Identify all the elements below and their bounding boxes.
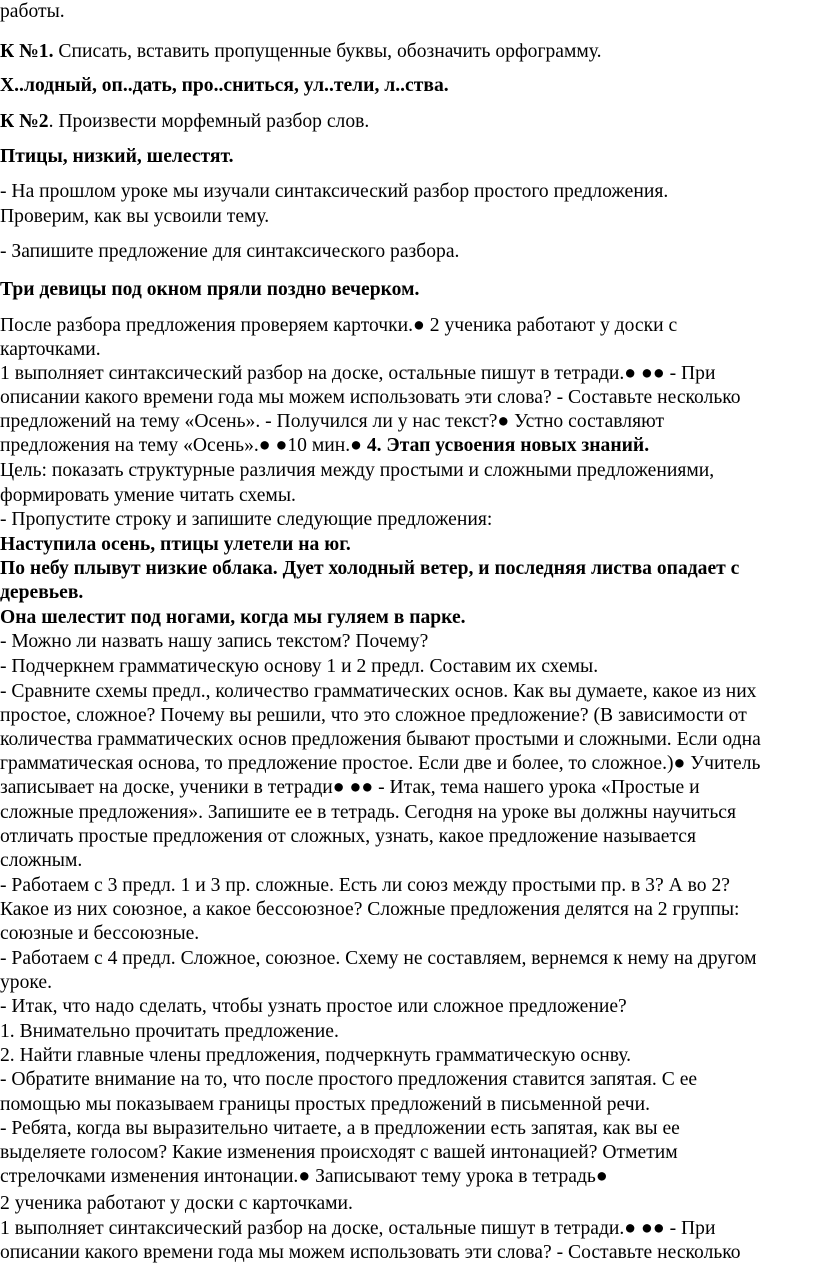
text-line <box>0 0 65 24</box>
text-line <box>0 655 598 679</box>
text-line <box>0 338 101 362</box>
bold-text: Она шелестит под ногами, когда мы гуляем в парке. <box>0 607 466 628</box>
text-line <box>0 1192 353 1216</box>
text-line <box>0 1117 680 1141</box>
text-line <box>0 314 677 338</box>
text-line <box>0 205 269 229</box>
text: - Можно ли назвать нашу запись текстом? Почему? <box>0 631 429 652</box>
text-line <box>0 484 296 508</box>
text: - Сравните схемы предл., количество грамматических основ. Как вы думаете, какое из них <box>0 681 757 702</box>
text: выделяете голосом? Какие изменения происходят с вашей интонацией? Отметим <box>0 1142 678 1163</box>
bold-text: деревьев. <box>0 582 84 603</box>
text-line <box>0 752 760 776</box>
text-line <box>0 704 747 728</box>
text-line <box>0 1241 741 1265</box>
text-line <box>0 1068 697 1092</box>
text: грамматическая основа, то предложение простое. Если две и более, то сложное.)● Учитель <box>0 753 761 774</box>
text-line <box>0 1044 631 1068</box>
text-line <box>0 459 714 483</box>
text: 1. Внимательно прочитать предложение. <box>0 1021 339 1042</box>
text-line <box>0 434 649 458</box>
bold-text: Три девицы под окном пряли поздно вечерком. <box>0 279 420 300</box>
text-line <box>0 508 492 532</box>
text-line <box>0 606 466 630</box>
bold-text: По небу плывут низкие облака. Дует холодный ветер, и последняя листва опадает с <box>0 558 740 579</box>
text: - На прошлом уроке мы изучали синтаксический разбор простого предложения. <box>0 181 669 202</box>
text: - Работаем с 3 предл. 1 и 3 пр. сложные. Есть ли союз между простыми пр. в 3? А во 2? <box>0 875 730 896</box>
text-line <box>0 825 696 849</box>
text: формировать умение читать схемы. <box>0 485 296 506</box>
text-line <box>0 849 82 873</box>
bold-text: 4. Этап усвоения новых знаний. <box>366 435 650 456</box>
text-line <box>0 533 351 557</box>
text: количества грамматических основ предложения бывают простыми и сложными. Если одна <box>0 729 761 750</box>
text-line <box>0 728 761 752</box>
text-line <box>0 971 52 995</box>
text-line <box>0 240 459 264</box>
text-line <box>0 995 627 1019</box>
text-line <box>0 801 736 825</box>
text: карточками. <box>0 339 101 360</box>
text: - Запишите предложение для синтаксического разбора. <box>0 241 460 262</box>
text-line <box>0 1141 678 1165</box>
text: 1 выполняет синтаксический разбор на доске, остальные пишут в тетради.● ●● - При <box>0 1218 716 1239</box>
text: 2 ученика работают у доски с карточками. <box>0 1193 353 1214</box>
text: 1 выполняет синтаксический разбор на доске, остальные пишут в тетради.● ●● - При <box>0 363 716 384</box>
text-line <box>0 1093 650 1117</box>
text-line <box>0 922 199 946</box>
text-line <box>0 145 234 169</box>
text: - Итак, что надо сделать, чтобы узнать простое или сложное предложение? <box>0 996 627 1017</box>
text: работы. <box>0 1 65 22</box>
text: союзные и бессоюзные. <box>0 923 200 944</box>
bold-text: Птицы, низкий, шелестят. <box>0 146 234 167</box>
text: предложения на тему «Осень».● ●10 мин.● <box>0 435 367 456</box>
text: сложным. <box>0 850 83 871</box>
text: - Пропустите строку и запишите следующие предложения: <box>0 509 493 530</box>
text-line <box>0 1020 339 1044</box>
text: Какое из них союзное, а какое бессоюзное? Сложные предложения делятся на 2 группы: <box>0 899 740 920</box>
text-line <box>0 630 428 654</box>
text: описании какого времени года мы можем использовать эти слова? - Составьте несколько <box>0 1242 741 1263</box>
text: помощью мы показываем границы простых предложений в письменной речи. <box>0 1094 651 1115</box>
text: После разбора предложения проверяем карточки.● 2 ученика работают у доски с <box>0 315 678 336</box>
bold-text: Х..лодный, оп..дать, про..сниться, ул..тели, л..ства. <box>0 75 449 96</box>
text-line <box>0 410 664 434</box>
bold-text: К №1. <box>0 41 54 62</box>
text-line <box>0 1165 608 1189</box>
text: . Произвести морфемный разбор слов. <box>48 111 370 132</box>
text: уроке. <box>0 972 53 993</box>
text-line <box>0 180 668 204</box>
text: предложений на тему «Осень». - Получился ли у нас текст?● Устно составляют <box>0 411 665 432</box>
text-line <box>0 898 739 922</box>
text-line <box>0 362 715 386</box>
text: 2. Найти главные члены предложения, подчеркнуть грамматическую оснву. <box>0 1045 632 1066</box>
text-line <box>0 557 739 581</box>
text: стрелочками изменения интонации.● Записывают тему урока в тетрадь● <box>0 1166 608 1187</box>
text: - Обратите внимание на то, что после простого предложения ставится запятая. С ее <box>0 1069 698 1090</box>
text: Цель: показать структурные различия между простыми и сложными предложениями, <box>0 460 715 481</box>
text-line <box>0 110 369 134</box>
text: простое, сложное? Почему вы решили, что это сложное предложение? (В зависимости от <box>0 705 747 726</box>
text-line <box>0 581 83 605</box>
text: - Подчеркнем грамматическую основу 1 и 2 предл. Составим их схемы. <box>0 656 599 677</box>
text-line <box>0 278 419 302</box>
text: сложные предложения». Запишите ее в тетрадь. Сегодня на уроке вы должны научиться <box>0 802 737 823</box>
text-line <box>0 776 700 800</box>
text: - Работаем с 4 предл. Сложное, союзное. Схему не составляем, вернемся к нему на другом <box>0 948 757 969</box>
text: Списать, вставить пропущенные буквы, обозначить орфограмму. <box>53 41 602 62</box>
text-line <box>0 1217 715 1241</box>
text-line <box>0 386 741 410</box>
text-line <box>0 874 730 898</box>
text: - Ребята, когда вы выразительно читаете, а в предложении есть запятая, как вы ее <box>0 1118 680 1139</box>
text: записывает на доске, ученики в тетради● ●● - Итак, тема нашего урока «Простые и <box>0 777 700 798</box>
text: отличать простые предложения от сложных, узнать, какое предложение называется <box>0 826 696 847</box>
text: Проверим, как вы усвоили тему. <box>0 206 270 227</box>
text-line <box>0 680 756 704</box>
bold-text: К №2 <box>0 111 49 132</box>
text: описании какого времени года мы можем использовать эти слова? - Составьте несколько <box>0 387 741 408</box>
bold-text: Наступила осень, птицы улетели на юг. <box>0 534 351 555</box>
text-line <box>0 74 449 98</box>
text-line <box>0 40 602 64</box>
text-line <box>0 947 757 971</box>
